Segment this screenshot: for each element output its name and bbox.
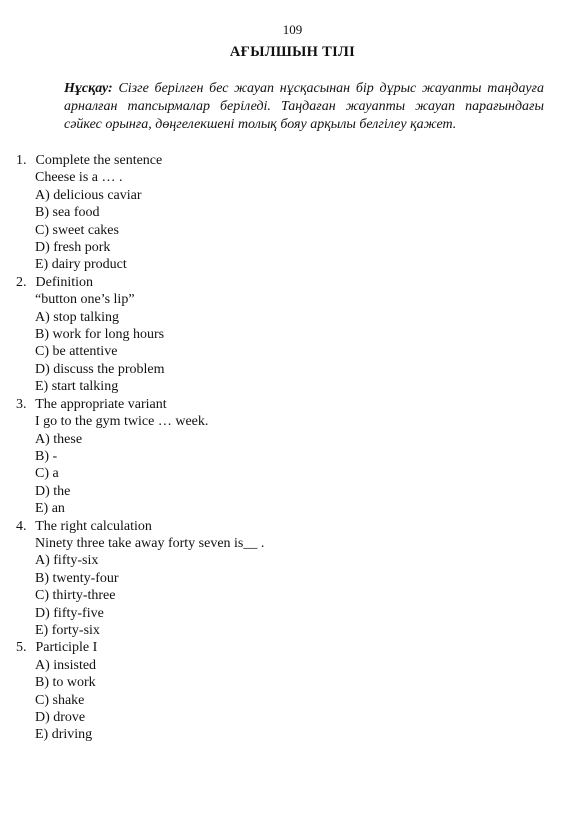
question-title bbox=[16, 152, 556, 169]
instruction-text: Сізге берілген бес жауап нұсқасынан бір дұрыс жауапты таңдауға арналған тапсырмалар беріледі. Таңдаған жауапты жауап парағындағы сәйкес орынға, дөңгелекшені толық бояу арқылы белгілеу қажет. bbox=[64, 81, 544, 132]
answer-option-d: D) drove bbox=[35, 710, 86, 725]
question-heading: The appropriate variant bbox=[35, 396, 167, 412]
answer-option-a: A) fifty-six bbox=[35, 553, 99, 569]
question-heading: The right calculation bbox=[35, 518, 152, 534]
answer-option-b: B) work for long hours bbox=[35, 327, 165, 343]
answer-option-c: C) sweet cakes bbox=[35, 222, 119, 238]
answer-option-b: B) - bbox=[35, 448, 58, 464]
question-prompt: Ninety three take away forty seven is__ . bbox=[35, 535, 265, 551]
question-3 bbox=[16, 396, 556, 518]
answer-option-d: D) fifty-five bbox=[35, 605, 104, 621]
question-prompt: I go to the gym twice … week. bbox=[35, 414, 209, 430]
question-prompt: “button one’s lip” bbox=[35, 292, 135, 308]
question-number: 3. bbox=[16, 396, 27, 412]
answer-option-d: D) fresh pork bbox=[35, 240, 111, 256]
answer-option-e: E) driving bbox=[35, 727, 93, 743]
question-heading: Definition bbox=[35, 274, 94, 290]
answer-option-a: A) these bbox=[35, 431, 83, 447]
answer-option-a: A) stop talking bbox=[35, 309, 119, 325]
question-4 bbox=[16, 518, 556, 640]
question-number: 2. bbox=[16, 274, 27, 290]
answer-option-c: C) a bbox=[35, 466, 59, 482]
question-title bbox=[16, 518, 556, 535]
answer-option-b: B) twenty-four bbox=[35, 570, 119, 586]
question-2 bbox=[16, 274, 556, 396]
question-5 bbox=[16, 639, 556, 743]
question-number: 4. bbox=[16, 518, 27, 534]
answer-option-b: B) to work bbox=[35, 675, 96, 691]
answer-option-c: C) shake bbox=[35, 692, 85, 708]
answer-option-a: A) delicious caviar bbox=[35, 187, 142, 203]
answer-option-a: A) insisted bbox=[35, 657, 97, 673]
question-number: 1. bbox=[16, 153, 27, 168]
question-1 bbox=[16, 152, 556, 274]
question-heading: Participle I bbox=[35, 640, 98, 656]
answer-option-e: E) forty-six bbox=[35, 622, 100, 638]
question-prompt: Cheese is a … . bbox=[35, 170, 123, 186]
answer-option-e: E) start talking bbox=[35, 379, 119, 395]
page-title: АҒЫЛШЫН ТІЛІ bbox=[229, 44, 356, 60]
answer-option-b: B) sea food bbox=[35, 205, 100, 221]
question-list bbox=[16, 152, 556, 744]
page-number: 109 bbox=[282, 22, 303, 37]
answer-option-d: D) discuss the problem bbox=[35, 361, 165, 377]
answer-option-e: E) an bbox=[35, 501, 65, 517]
answer-option-c: C) thirty-three bbox=[35, 588, 116, 604]
answer-option-e: E) dairy product bbox=[35, 257, 127, 273]
instruction-paragraph bbox=[64, 80, 544, 134]
question-heading: Complete the sentence bbox=[35, 153, 163, 168]
question-number: 5. bbox=[16, 640, 27, 656]
instruction-lead: Нұсқау: bbox=[64, 81, 113, 96]
question-title bbox=[16, 396, 556, 413]
answer-option-c: C) be attentive bbox=[35, 344, 118, 360]
answer-option-d: D) the bbox=[35, 483, 71, 499]
question-title bbox=[16, 274, 556, 291]
question-title bbox=[16, 639, 556, 656]
